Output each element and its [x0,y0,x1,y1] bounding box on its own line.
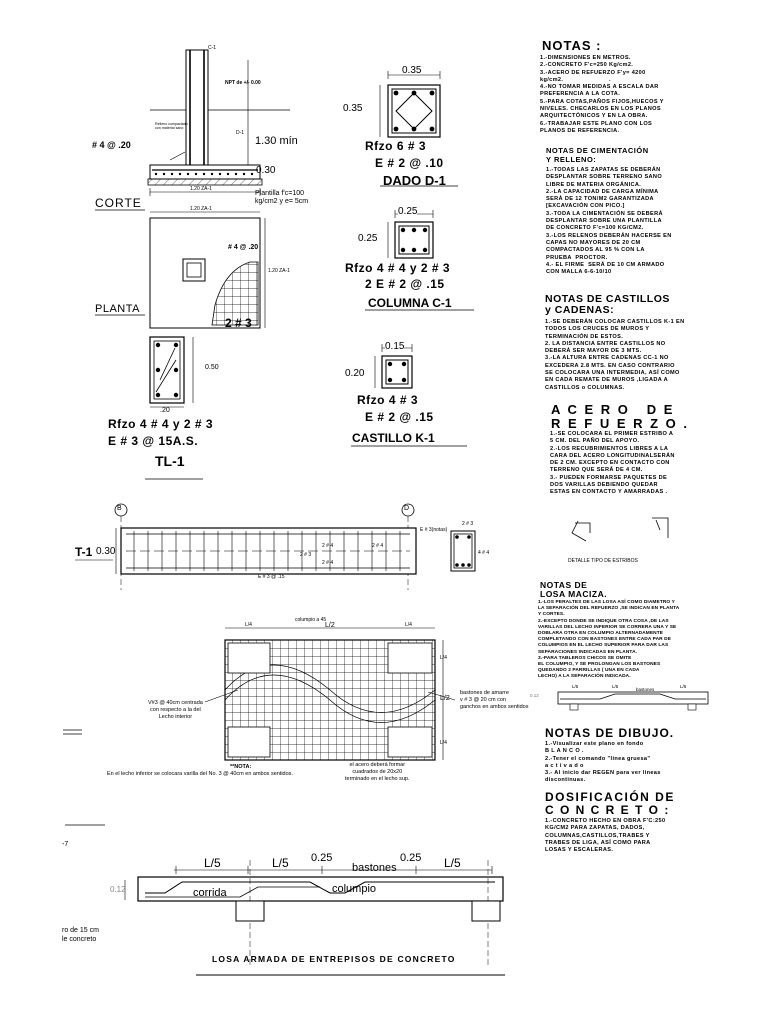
columna-dim-w: 0.25 [398,206,418,217]
rebar-dot [394,127,399,132]
tl1-title: TL-1 [155,453,185,469]
dado-line1: Rfzo 6 # 3 [365,139,427,153]
rebar-dot [455,563,459,567]
slab-columpio: columpio a 45 [295,617,327,623]
losa-section-title: LOSA ARMADA DE ENTREPISOS DE CONCRETO [212,954,456,964]
rebar-dot [394,91,399,96]
cimentacion-body: 1.-TODAS LAS ZAPATAS SE DEBERÁN DESPLANTAR SOBRE TERRENO SANO LIBRE DE MATERIA ORGÁNICA. 2.-LA CAPACIDAD DE CARGA MÍNIMA SERÁ DE 12 TON/M2 GARANTIZADA [EXCAVACIÓN CON PICO.] 3.-TODA LA CIMENTACIÓN SE DEBERÁ DESPLANTAR SOBRE UNA PLANTILLA DE CONCRETO F'c=100 KG/CM2. 3.-LOS RELENOS DEBERÁN HACERSE EN CAPAS NO MAYORES DE 20 CM COMPACTADOS AL 95 % CON LA PRUEBA PROCTOR. 4.- EL FIRME SERÁ DE 10 CM ARMADO CON MALLA 6-6-10/10 [546,167,672,276]
losa-section [65,825,505,975]
losa-d025a: 0.25 [311,852,333,864]
tl1-line2: E # 3 @ 15A.S. [108,434,199,448]
corte-depth: 0.30 [256,165,276,176]
beam-height: 0.30 [96,546,116,557]
rebar-dot [423,228,427,232]
acero-title: A C E R O D E R E F U E R Z O . [551,402,690,431]
rebar-dot [402,378,406,382]
rebar-dot [243,173,245,175]
rebar-dot [227,173,229,175]
planta-za-top: 1.20 ZA-1 [190,206,212,212]
corte-relleno: Relleno compactado con material sano [155,122,188,130]
rebar-dot [195,173,197,175]
rebar-dot [187,173,189,175]
small-slab-l5b: L/5 [612,684,619,689]
castillo-line2: E # 2 @ .15 [365,410,434,424]
beam-section-bot: 4 # 4 [478,550,490,556]
castillo-line1: Rfzo 4 # 3 [357,393,419,407]
columna-dim-h: 0.25 [358,233,378,244]
rebar-dot [423,248,427,252]
slab-varilla-note: V#3 @ 40cm centrada con respecto a la del Lecho interior [148,700,203,720]
slab-l4a: L/4 [245,622,252,628]
small-slab-thickness: 0.12 [530,693,539,698]
small-slab-section [558,692,708,710]
notas-body: 1.-DIMENSIONES EN METROS. 2.-CONCRETO F'c=250 Kg/cm2. 3.-ACERO DE REFUERZO F'y= 4200 kg/cm2. . 4.-NO TOMAR MEDIDAS A ESCALA DAR PREFERENCIA A LA COTA. 5.-PARA COTAS,PAÑOS FIJOS,HUECOS Y NIVELES. CHECARLOS EN LOS PLANOS ARQUITECTÓNICOS Y EN LA OBRA. 6.-TRABAJAR ESTE PLANO CON LOS PLANOS DE REFERENCIA. [540,55,664,134]
rebar-dot [156,343,160,347]
rebar-dot [179,173,181,175]
slab-acero-note: el acero deberá formar cuadrados de 20x20 terminado en el lecho sup. [345,762,410,782]
rebar-dot [467,535,471,539]
beam-bar4: 2 # 4 [322,560,334,566]
columna-section [365,210,474,310]
losa-l5a: L/5 [204,856,221,870]
corte-bar-label: # 4 @ .20 [92,140,131,150]
rebar-dot [174,393,178,397]
corte-npt: NPT de +/- 0.00 [225,80,261,86]
dado-dim-h: 0.35 [343,103,363,114]
rebar-dot [155,173,157,175]
rebar-dot [171,173,173,175]
rebar-dot [401,228,405,232]
rebar-dot [219,173,221,175]
corte-column-ref: C-1 [208,45,217,51]
rebar-dot [163,173,165,175]
losa-corrida: corrida [193,887,227,899]
losa-bastones: bastones [352,862,397,874]
rebar-dot [430,127,435,132]
columna-line1: Rfzo 4 # 4 y 2 # 3 [345,261,451,275]
dibujo-title: NOTAS DE DIBUJO. [545,726,675,740]
beam-stirrup-note: E # 3(notas) [420,527,448,533]
beam-name: T-1 [75,545,93,559]
losa-l5c: L/5 [444,856,461,870]
rebar-dot [235,173,237,175]
rebar-dot [412,248,416,252]
small-slab-bastones: bastones [636,687,655,692]
tl1-line1: Rfzo 4 # 4 y 2 # 3 [108,417,214,431]
rebar-dot [174,343,178,347]
corte-d1: D-1 [236,130,245,136]
slab-l4c: L/4 [440,655,447,661]
acero-body: 1.-SE COLOCARA EL PRIMER ESTRIBO A 5 CM. DEL PAÑO DEL APOYO. 2.-LOS RECUBRIMIENTOS LIBRES A LA CARA DEL ACERO LONGITUDINALSERÁN DE 2 CM. EXCEPTO EN CONTACTO CON TERRENO QUE SERÁ DE 4 CM. 3.- PUEDEN FORMARSE PAQUETES DE DOS VARILLAS DEBIENDO QUEDAR ESTAS EN CONTACTO Y AMARRADAS . [550,431,675,496]
rebar-dot [467,563,471,567]
rebar-dot [401,248,405,252]
corte-title: CORTE [95,196,142,210]
slab-l2v: L/2 [440,695,450,702]
small-slab-l5c: L/5 [680,684,687,689]
castillos-title: NOTAS DE CASTILLOS y CADENAS: [545,293,670,316]
axis-b-label: B [117,505,122,512]
rebar-dot [156,393,160,397]
beam-bar3: 2 # 3 [300,552,312,558]
columna-line2: 2 E # 2 @ .15 [365,277,445,291]
rebar-dot [203,173,205,175]
losa-l5b: L/5 [272,856,289,870]
slab-bastones-note: bastones de amarre v # 3 @ 20 cm con ganchos en ambos sentidos [460,690,529,710]
notas-title: NOTAS : [542,38,602,53]
dosificacion-title: DOSIFICACIÓN DE C O N C R E T O : [545,790,675,817]
detalle-estribos: DETALLE TIPO DE ESTRIBOS [568,558,638,564]
corte-plantilla: Plantilla f'c=100 kg/cm2 y e= 5cm [255,190,309,205]
rebar-dot [251,173,253,175]
castillos-body: 1.-SE DEBERÁN COLOCAR CASTILLOS K-1 EN TODOS LOS CRUCES DE MUROS Y TERMINACIÓN DE ESTOS. 2. LA DISTANCIA ENTRE CASTILLOS NO DEBERÁ SER MAYOR DE 3 MTS. 3.-LA ALTURA ENTRE CADENAS CC-1 NO EXCEDERA 2.8 MTS. EN CASO CONTRARIO SE COLOCARA UNA INTERMEDIA, ASÍ COMO EN CADA REMATE DE MUROS ,LIGADA A CASTILLOS o COLUMNAS. [545,319,685,391]
losa-notes-title: NOTAS DE LOSA MACIZA. [540,580,608,599]
slab-l4b: L/4 [405,622,412,628]
cimentacion-title: NOTAS DE CIMENTACIÓN Y RELLENO: [546,146,649,164]
beam-section-top: 2 # 3 [462,521,474,527]
dado-dim-w: 0.35 [402,65,422,76]
losa-notes-body: 1.-LOS PERALTES DE LAS LOSA ASÍ COMO DIAMETRO Y LA SEPARACIÓN DEL REFUERZO ,SE INDICAN EN PLANTA Y CORTES. 2.-EXCEPTO DONDE SE INDIQUE OTRA COSA ,DE LAS VARILLAS DEL LECHO INFERIOR SE CORRERA UNA Y SE DOBLARA OTRA EN COLUMPIO ALTERNADAMENTE COMPLETANDO CON BASTONES ENTRE CADA PAR DE COLUMPIOS EN EL LECHO SUPERIOR PARA DAR LAS SEPARACIONES INDICADAS EN PLANTA. 3.-PARA TABLEROS CHICOS SE OMITE EL COLUMPIO, Y SE PROLONGAN LOS BASTONES QUEDANDO 2 PARRILLAS ( UNA EN CADA LECHO) A LA SEPARACIÓN INDICADA. [538,600,680,680]
axis-d-label: D [404,505,410,512]
rebar-dot [455,535,459,539]
rebar-dot [412,91,417,96]
rebar-dot [412,228,416,232]
rebar-dot [412,127,417,132]
tl1-dim-h: 0.50 [205,364,219,371]
corte-za: 1.20 ZA-1 [190,186,212,192]
slab-nota-title: **NOTA: [230,764,252,770]
rebar-dot [402,362,406,366]
beam-bar2: 2 # 4 [372,543,384,549]
corte-height: 1.30 mín [255,135,298,147]
castillo-dim-h: 0.20 [345,368,365,379]
rebar-dot [388,378,392,382]
planta-bar-label: # 4 @ .20 [228,244,259,251]
dado-line2: E # 2 @ .10 [375,156,444,170]
castillo-title: CASTILLO K-1 [352,431,435,445]
dibujo-body: 1.-Visualizar este plano en fondo B L A N C O . 2.-Tener el comando "linea gruesa" a c t i v a d o 3.- Al inicio dar REGEN para ver lineas discontinuas. [545,741,661,784]
planta-za-side: 1.20 ZA-1 [268,268,290,274]
rebar-dot [211,173,213,175]
small-slab-l5a: L/5 [572,684,579,689]
dosificacion-body: 1.-CONCRETO HECHO EN OBRA F'C:250 KG/CM2 PARA ZAPATAS, DADOS, COLUMNAS,CASTILLOS,TRABES Y TRABES DE LIGA, ASÍ COMO PARA LOSAS Y ESCALERAS. [545,818,666,854]
tl1-dim-w: .20 [160,407,170,414]
slab-l4v: L/4 [440,740,447,746]
losa-left-frag2: ro de 15 cm [62,927,99,934]
slab-nota-text: En el lecho inferior se colocara varilla del No. 3 @ 40cm en ambos sentidos. [107,771,293,777]
rebar-dot [156,368,160,372]
rebar-dot [388,362,392,366]
columna-title: COLUMNA C-1 [368,296,452,310]
castillo-dim-w: 0.15 [385,341,405,352]
losa-thickness: 0.12 [110,885,126,894]
rebar-dot [430,91,435,96]
losa-left-frag1: -7 [62,841,69,848]
planta-title: PLANTA [95,303,140,315]
slab-l2: L/2 [325,622,335,629]
slab-plan [63,628,455,760]
rebar-dot [461,563,465,567]
beam-bar1: 2 # 4 [322,543,334,549]
dado-title: DADO D-1 [383,173,446,188]
beam-stirrup: E # 3 @ .15 [258,574,285,580]
losa-columpio: columpio [332,883,377,895]
losa-left-frag3: le concreto [62,936,97,943]
losa-d025b: 0.25 [400,852,422,864]
rebar-dot [174,368,178,372]
tl1-top-label: 2 # 3 [225,316,252,330]
